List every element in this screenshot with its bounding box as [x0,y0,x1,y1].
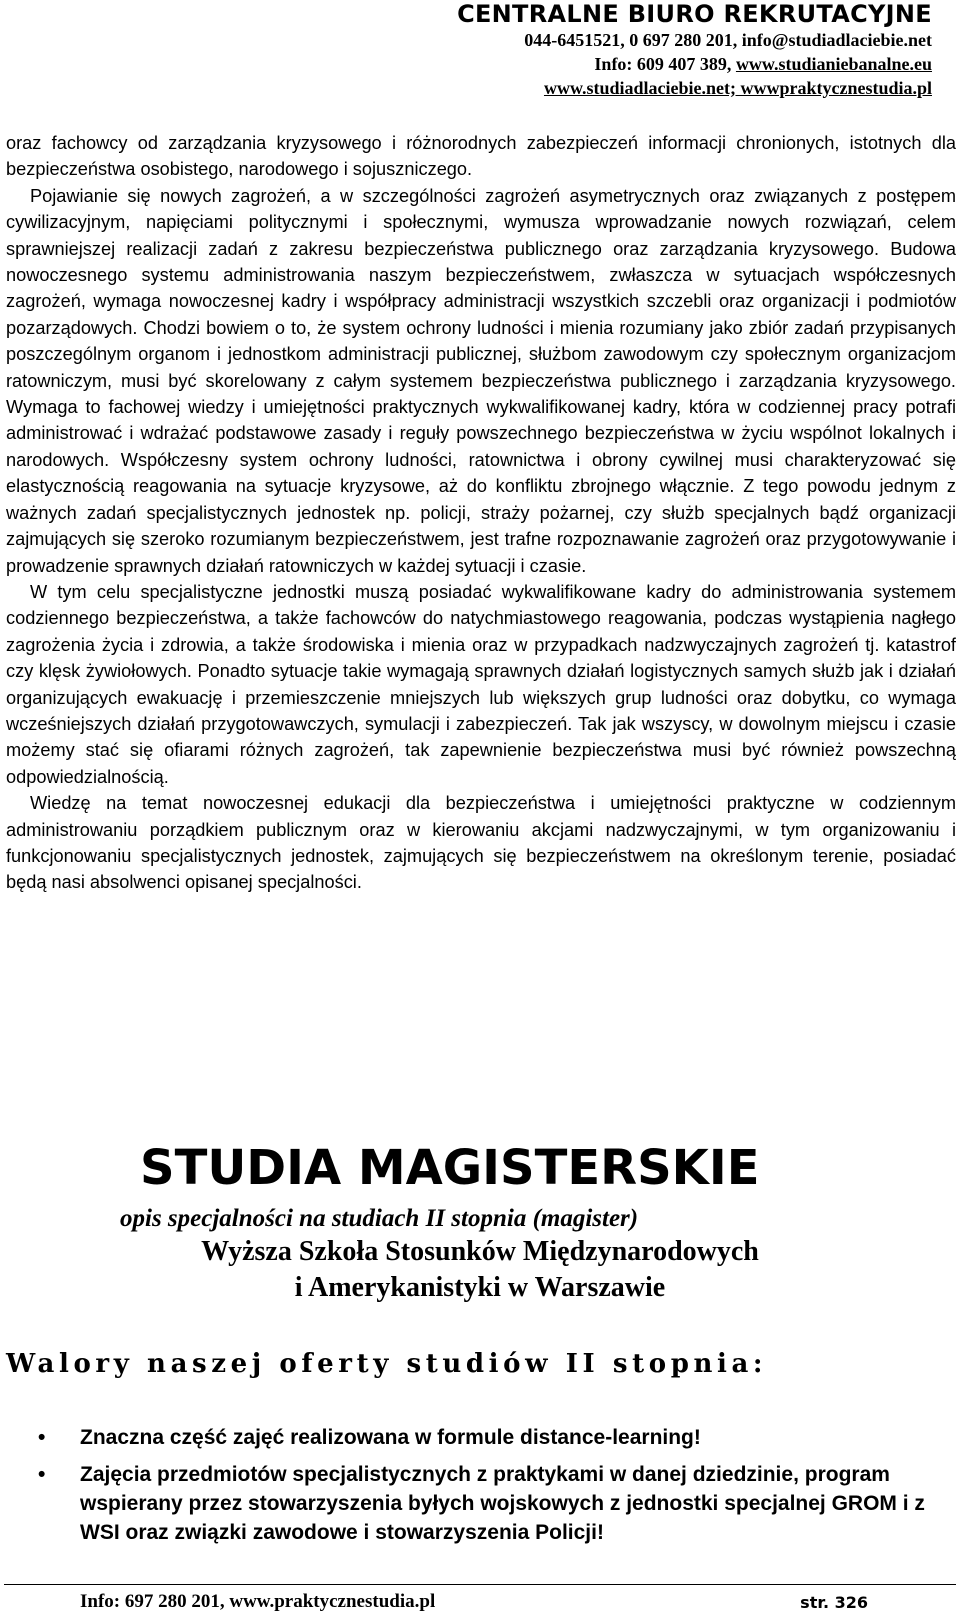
studia-title: STUDIA MAGISTERSKIE [140,1140,760,1196]
header-websites-link[interactable]: www.studiadlaciebie.net; wwwpraktycznestudia.pl [543,78,932,98]
header-link-studianiebanalne[interactable]: www.studianiebanalne.eu [735,54,932,74]
studia-subtitle: opis specjalności na studiach II stopnia (magister) [120,1205,639,1232]
list-item [0,1423,960,1452]
list-item-text: Znaczna część zajęć realizowana w formule distance-learning! [80,1426,701,1449]
footer-divider [4,1584,956,1585]
list-item [0,1460,960,1547]
offer-heading: Walory naszej oferty studiów II stopnia: [6,1349,768,1379]
offer-bullet-list [0,1423,960,1555]
paragraph: oraz fachowcy od zarządzania kryzysowego i różnorodnych zabezpieczeń informacji chronionych, istotnych dla bezpieczeństwa osobistego, narodowego i sojuszniczego. [6,133,956,180]
header-contact-line: 044-6451521, 0 697 280 201, info@studiadlaciebie.net [524,30,932,50]
header-title: CENTRALNE BIURO REKRUTACYJNE [457,0,932,28]
school-name-line-2: i Amerykanistyki w Warszawie [294,1272,666,1303]
studia-title-block [0,1138,960,1306]
school-name-line-1: Wyższa Szkoła Stosunków Międzynarodowych [201,1236,759,1267]
paragraph: Wiedzę na temat nowoczesnej edukacji dla bezpieczeństwa i umiejętności praktyczne w codziennym administrowaniu porządkiem publicznym oraz w kierowaniu akcjami nadzwyczajnymi, w tym organizowaniu i funkcjonowaniu specjalistycznych jednostek, zajmujących się bezpieczeństwem na określonym terenie, posiadać będą nasi absolwenci opisanej specjalności. [6,793,956,893]
header-info-line [457,52,932,76]
footer-info: Info: 697 280 201, www.praktycznestudia.pl [80,1591,436,1612]
header-websites-line [457,76,932,100]
paragraph: Pojawianie się nowych zagrożeń, a w szczególności zagrożeń asymetrycznych oraz związanych z postępem cywilizacyjnym, napięciami politycznymi i społecznymi, wymusza wprowadzanie nowych rozwiązań, celem sprawniejszej realizacji zadań z zakresu bezpieczeństwa publicznego oraz zarządzania kryzysowego. Budowa nowoczesnego systemu administrowania naszym bezpieczeństwem, zwłaszcza w sytuacjach współczesnych zagrożeń, wymaga nowoczesnej kadry i współpracy administracji wszystkich szczebli oraz organizacji i podmiotów pozarządowych. Chodzi bowiem o to, że system ochrony ludności i mienia rozumiany jako zbiór zadań przypisanych poszczególnym organom i jednostkom administracji publicznej, służbom zawodowym czy społecznym organizacjom ratowniczym, musi być skorelowany z całym systemem bezpieczeństwa publicznego i zarządzania kryzysowego. Wymaga to fachowej wiedzy i umiejętności praktycznych wykwalifikowanej kadry, która w codziennej pracy potrafi administrować i wdrażać podstawowe zasady i reguły powszechnego bezpieczeństwa w życiu wspólnot lokalnych i narodowych. Współczesny system ochrony ludności, ratownictwa i obrony cywilnej musi charakteryzować się elastycznością reagowania na sytuacje kryzysowe, aż do konfliktu zbrojnego włącznie. Z tego powodu jednym z ważnych zadań specjalistycznych jednostek np. policji, straży pożarnej, czy służb specjalnych bądź organizacji zajmujących się szeroko rozumianym bezpieczeństwem, jest trafne rozpoznawanie zagrożeń oraz przygotowywanie i prowadzenie sprawnych działań ratowniczych w każdej sytuacji i czasie. [6,185,956,576]
body-text [6,130,956,896]
header-info-prefix: Info: 609 407 389, [594,54,736,74]
bullet-icon: • [38,1426,46,1449]
page-number: str. 326 [800,1593,868,1612]
list-item-text: Zajęcia przedmiotów specjalistycznych z praktykami w danej dziedzinie, program wspierany przez stowarzyszenia byłych wojskowych z jednostki specjalnej GROM i z WSI oraz związki zawodowe i stowarzyszenia Policji! [80,1463,925,1544]
paragraph: W tym celu specjalistyczne jednostki muszą posiadać wykwalifikowane kadry do administrowania systemem codziennego bezpieczeństwa, a także fachowców do natychmiastowego reagowania, podczas wystąpienia nagłego zagrożenia życia i zdrowia, a także środowiska i mienia oraz w przypadkach nadzwyczajnych zagrożeń tj. katastrof czy klęsk żywiołowych. Ponadto sytuacje takie wymagają sprawnych działań logistycznych samych służb jak i działań organizujących ewakuację i przemieszczenie mniejszych lub większych grup ludności oraz dobytku, co wymaga wcześniejszych działań przygotowawczych, symulacji i zabezpieczeń. Tak jak wszyscy, w dowolnym miejscu i czasie możemy stać się ofiarami różnych zagrożeń, tak zapewnienie bezpieczeństwa musi być również powszechną odpowiedzialnością. [6,581,956,787]
page-header [457,0,932,100]
bullet-icon: • [38,1463,46,1486]
